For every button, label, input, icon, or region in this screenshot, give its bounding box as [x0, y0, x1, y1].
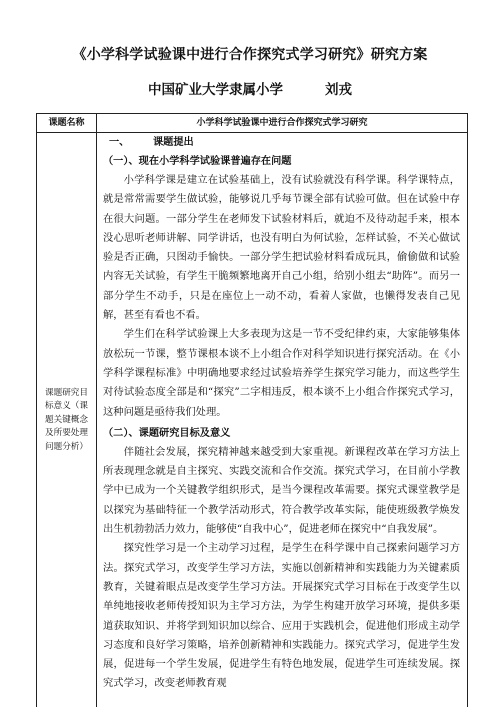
paragraph-4: 探究性学习是一个主动学习过程，是学生在科学课中自己探索问题学习方法。探究式学习，改变学生学习方法，实施以创新精神和实践能力为关键素质教育，关键着眼点是改变学生学习方法。开展探究式学习目标在于改变学生以单纯地接收老师传授知识为主学习方法，为学生构建开放学习环境，提供多渠道获取知识、并将学到知识加以综合、应用于实践机会，促进他们形成主动学习态度和良好学习策略，培养创新精神和实践能力。探究式学习，促进学生发展，促进每一个学生发展，促进学生有特色地发展，促进学生可连续发展。探究式学习，改变老师教育观: [103, 542, 460, 690]
subsection-heading-2: （二）、课题研究目标及意义: [103, 427, 231, 439]
topic-row: [37, 114, 467, 133]
subsection-heading-1: （一）、现在小学科学试验课普遍存在问题: [103, 156, 292, 167]
document-title: 《小学科学试验课中进行合作探究式学习研究》研究方案: [72, 47, 428, 63]
paragraph-1: 小学科学课是建立在试验基础上，没有试验就没有科学课。科学课特点，就是常常需要学生做试验，能够说几乎每节课全部有试验可做。但在试验中存在很大问题。一部分学生在老师发下试验材料后，就迫不及待动起手来，根本没心思听老师讲解、同学讲话，也没有明白为何试验，怎样试验，不关心做试验是否正确，只图动手愉快。一部分学生把试验材料看成玩具，偷偷做和试验内容无关试验，有学生干脆频繁地离开自己小组，给别小组去“助阵”。而另一部分学生不动手，只是在座位上一动不动，看着人家做，也懒得发表自己见解，甚至有看也不看。: [103, 174, 460, 322]
content-cell: [103, 133, 460, 708]
school-name: 中国矿业大学隶属小学: [148, 82, 283, 98]
topic-value: 小学科学试验课中进行合作探究式学习研究: [196, 118, 368, 128]
section-heading-1: [103, 133, 460, 152]
research-purpose-label: 课题研究目标意义（课题关键概念及所要处理问题分析）: [45, 387, 88, 452]
paragraph-3: 伴随社会发展，探究精神越来越受到大家重视。新课程改革在学习方法上所表现理念就是自主探究、实践交流和合作交流。探究式学习，在目前小学教学中已成为一个关键教学组织形式，是当今课程改革需要。探究式课堂教学是以探究为基础特征一个教学活动形式，符合教学改革实际，能使班级教学焕发出生机勃勃活力效力，能够使“自我中心”，促进老师在探究中“自我发展”。: [103, 445, 460, 536]
section-title: 课题提出: [153, 137, 194, 148]
author-line: [0, 78, 500, 98]
column-divider: [96, 114, 97, 707]
topic-label: 课题名称: [48, 118, 85, 128]
section-number: 一、: [109, 137, 130, 148]
paragraph-2: 学生们在科学试验课上大多表现为这是一节不受纪律约束，大家能够集体放松玩一节课，整节课根本谈不上小组合作对科学知识进行探究活动。在《小学科学课程标准》中明确地要求经过试验培养学生探究学习能力，而这些学生对待试验态度全部是和“探究”二字相违反，根本谈不上小组合作探究式学习，这种问题是亟待我们处理。: [103, 328, 460, 418]
proposal-form-table: [36, 113, 468, 707]
research-purpose-label-cell: [37, 133, 96, 708]
author-name: 刘戎: [325, 82, 352, 98]
